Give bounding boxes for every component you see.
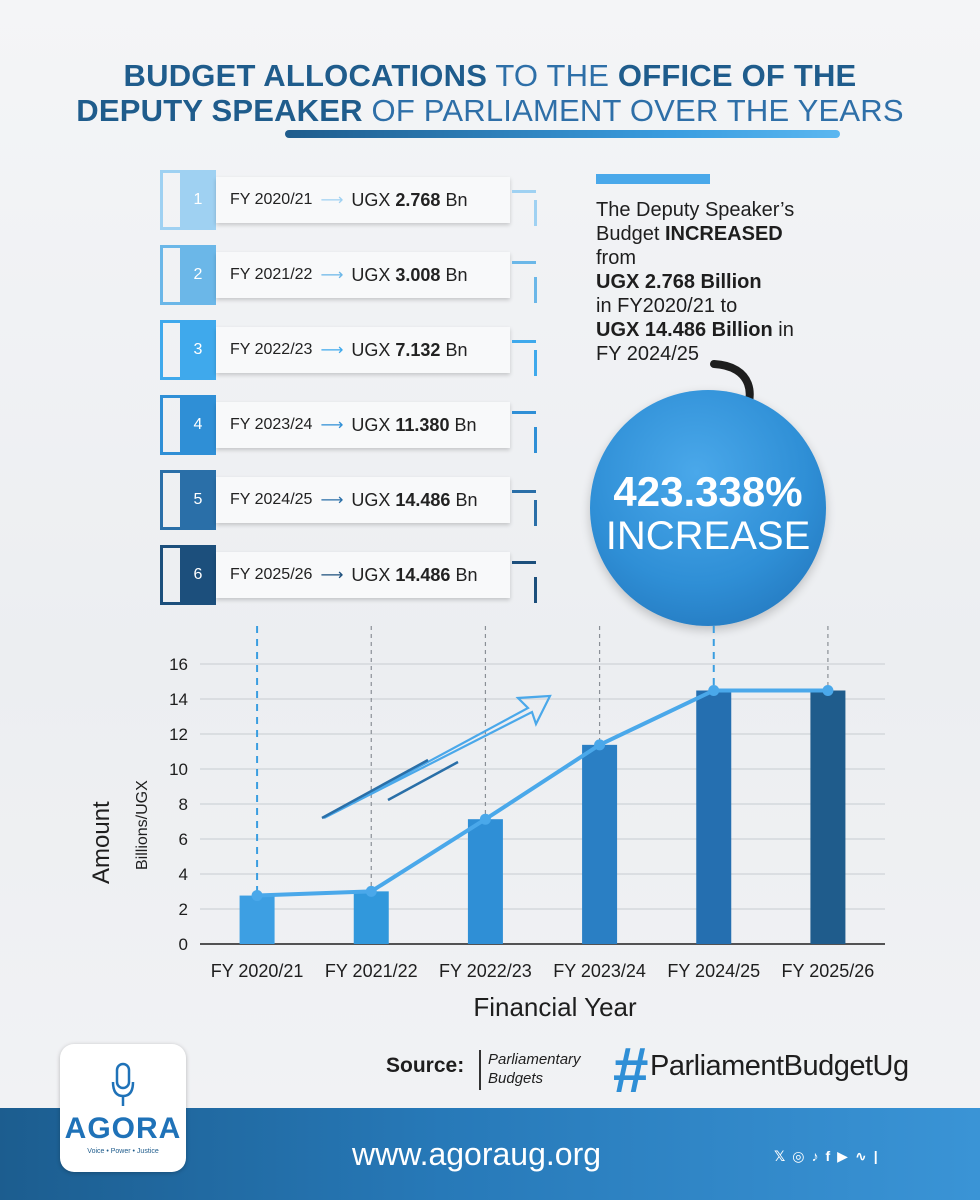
- hashtag-text: ParliamentBudgetUg: [650, 1050, 909, 1082]
- y-tick-label: 0: [178, 935, 188, 954]
- item-fy: FY 2024/25: [230, 491, 313, 508]
- x-tick-label: FY 2021/22: [324, 961, 418, 981]
- y-tick-label: 4: [178, 865, 188, 884]
- item-unit: Bn: [454, 414, 477, 435]
- microphone-icon: [110, 1062, 136, 1108]
- series-line: [257, 690, 828, 895]
- x-tick-label: FY 2024/25: [667, 961, 761, 981]
- y-tick-label: 16: [169, 655, 188, 674]
- allocation-item: [160, 320, 520, 380]
- summary-line-6b: in: [772, 319, 794, 341]
- bar: [810, 690, 845, 944]
- item-currency: UGX: [351, 264, 391, 285]
- item-card: [216, 327, 510, 373]
- summary-line-3: from: [596, 247, 636, 269]
- chart-bars: [240, 690, 846, 944]
- item-right-tick: [512, 261, 536, 264]
- item-number: 1: [180, 170, 216, 230]
- increase-label: INCREASE: [605, 514, 811, 558]
- summary-line-7: FY 2024/25: [596, 343, 700, 365]
- chart-series-line: [252, 685, 834, 901]
- title-underline: [285, 130, 840, 138]
- y-tick-label: 14: [169, 690, 188, 709]
- chart-grid: [200, 664, 885, 944]
- item-right-bar: [534, 427, 537, 453]
- title-highlight-2: OFFICE OF THE: [617, 58, 857, 93]
- item-unit: Bn: [445, 264, 468, 285]
- title-text-2: OF PARLIAMENT OVER THE YEARS: [362, 93, 904, 128]
- title-highlight-3: DEPUTY SPEAKER: [76, 93, 363, 128]
- allocation-item: [160, 470, 520, 530]
- item-amount: 14.486: [395, 564, 451, 585]
- item-fy: FY 2022/23: [230, 341, 313, 358]
- facebook-icon[interactable]: f: [825, 1148, 831, 1164]
- y-axis-subtitle: Billions/UGX: [134, 780, 151, 870]
- item-fy: FY 2020/21: [230, 191, 313, 208]
- social-icons: [774, 1148, 878, 1165]
- item-right-bar: [534, 277, 537, 303]
- item-fy: FY 2021/22: [230, 266, 313, 283]
- item-amount: 7.132: [395, 339, 441, 360]
- arrow-right-icon: ⟶: [320, 417, 344, 434]
- summary-text: [596, 198, 826, 366]
- item-fy: FY 2023/24: [230, 416, 313, 433]
- item-right-tick: [512, 190, 536, 193]
- allocation-item: [160, 545, 520, 605]
- summary-line-1: The Deputy Speaker’s: [596, 199, 795, 221]
- item-number: 4: [180, 395, 216, 455]
- allocation-item: [160, 395, 520, 455]
- x-tick-label: FY 2023/24: [553, 961, 646, 981]
- series-point: [252, 890, 263, 901]
- audio-wave-icon[interactable]: ∿: [854, 1148, 867, 1164]
- item-number: 6: [180, 545, 216, 605]
- chart-category-guides: [257, 626, 828, 944]
- item-right-tick: [512, 340, 536, 343]
- item-currency: UGX: [351, 414, 391, 435]
- bar: [696, 690, 731, 944]
- bar: [582, 745, 617, 944]
- series-point: [822, 685, 833, 696]
- series-point: [480, 814, 491, 825]
- item-unit: Bn: [455, 564, 478, 585]
- item-amount: 3.008: [395, 264, 441, 285]
- source-value: [488, 1050, 581, 1088]
- tiktok-icon[interactable]: ♪: [811, 1148, 819, 1164]
- y-tick-label: 10: [169, 760, 188, 779]
- item-right-bar: [534, 200, 537, 226]
- summary-line-2b: INCREASED: [664, 223, 783, 245]
- item-amount: 2.768: [395, 189, 441, 210]
- divider-icon[interactable]: |: [873, 1148, 878, 1164]
- item-amount: 14.486: [395, 489, 451, 510]
- item-currency: UGX: [351, 339, 391, 360]
- item-currency: UGX: [351, 489, 391, 510]
- allocation-item: [160, 170, 520, 230]
- chart-x-ticks: [211, 961, 875, 981]
- x-axis-title: Financial Year: [473, 992, 637, 1022]
- bar: [354, 891, 389, 944]
- item-currency: UGX: [351, 564, 391, 585]
- arrow-right-icon: ⟶: [320, 267, 344, 284]
- bar: [468, 819, 503, 944]
- y-tick-label: 8: [178, 795, 188, 814]
- source-label: Source:: [386, 1054, 465, 1077]
- instagram-icon[interactable]: ◎: [792, 1148, 805, 1164]
- arrow-right-icon: ⟶: [320, 192, 344, 209]
- summary-line-5: in FY2020/21 to: [596, 295, 738, 317]
- item-right-tick: [512, 490, 536, 493]
- item-right-tick: [512, 561, 536, 564]
- series-point: [708, 685, 719, 696]
- hashtag-icon: #: [612, 1034, 648, 1106]
- item-card: [216, 402, 510, 448]
- item-number: 5: [180, 470, 216, 530]
- chart-y-ticks: [169, 655, 188, 954]
- x-tick-label: FY 2020/21: [210, 961, 304, 981]
- website-link[interactable]: www.agoraug.org: [352, 1136, 602, 1172]
- item-right-bar: [534, 500, 537, 526]
- item-amount: 11.380: [395, 414, 450, 435]
- summary-line-4: UGX 2.768 Billion: [596, 271, 762, 293]
- item-currency: UGX: [351, 189, 391, 210]
- source-line-2: Budgets: [488, 1070, 544, 1087]
- summary-accent-bar: [596, 174, 710, 184]
- bar: [240, 896, 275, 944]
- item-fy: FY 2025/26: [230, 566, 313, 583]
- arrow-right-icon: ⟶: [320, 567, 344, 584]
- arrow-right-icon: ⟶: [320, 492, 344, 509]
- page-title: [0, 58, 980, 128]
- item-unit: Bn: [445, 339, 468, 360]
- summary-line-2a: Budget: [596, 223, 665, 245]
- logo-name: AGORA: [64, 1112, 182, 1145]
- source-divider: [479, 1050, 481, 1090]
- arrow-right-icon: ⟶: [320, 342, 344, 359]
- increase-circle: [590, 390, 826, 626]
- youtube-icon[interactable]: ▶: [837, 1148, 848, 1164]
- item-number: 3: [180, 320, 216, 380]
- series-point: [594, 739, 605, 750]
- allocation-item: [160, 245, 520, 305]
- title-highlight-1: BUDGET ALLOCATIONS: [123, 58, 488, 93]
- logo-tagline: Voice • Power • Justice: [87, 1148, 159, 1155]
- item-card: [216, 177, 510, 223]
- item-unit: Bn: [445, 189, 468, 210]
- item-right-tick: [512, 411, 536, 414]
- x-icon[interactable]: 𝕏: [774, 1148, 786, 1164]
- summary-line-6a: UGX 14.486 Billion: [596, 319, 773, 341]
- item-right-bar: [534, 350, 537, 376]
- item-card: [216, 477, 510, 523]
- series-point: [366, 886, 377, 897]
- y-tick-label: 12: [169, 725, 188, 744]
- item-card: [216, 252, 510, 298]
- y-axis-title: Amount: [88, 801, 115, 884]
- y-tick-label: 6: [178, 830, 188, 849]
- y-tick-label: 2: [178, 900, 188, 919]
- item-unit: Bn: [455, 489, 478, 510]
- title-text-1: TO THE: [487, 58, 618, 93]
- item-number: 2: [180, 245, 216, 305]
- x-tick-label: FY 2022/23: [439, 961, 532, 981]
- source-line-1: Parliamentary: [488, 1051, 581, 1068]
- x-tick-label: FY 2025/26: [781, 961, 875, 981]
- agora-logo: [60, 1044, 186, 1172]
- increase-percent: 423.338%: [613, 468, 803, 515]
- item-card: [216, 552, 510, 598]
